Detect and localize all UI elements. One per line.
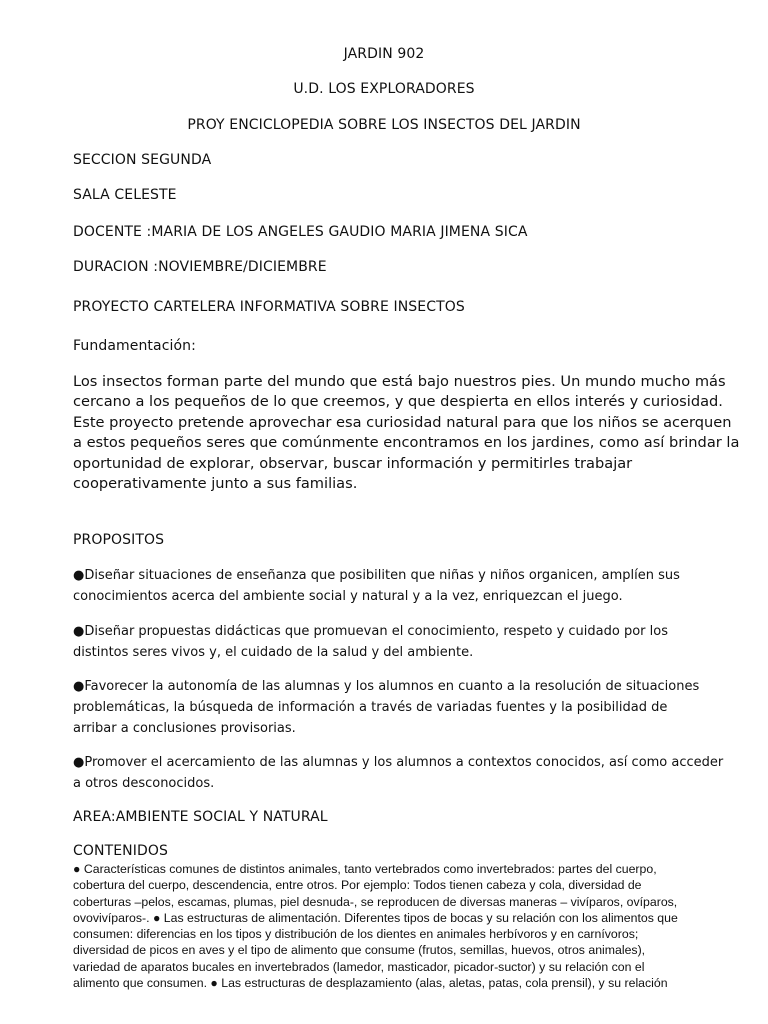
contenidos-heading: CONTENIDOS (73, 843, 168, 859)
sala-line: SALA CELESTE (73, 187, 177, 203)
bullet-line: ●Favorecer la autonomía de las alumnas y los alumnos en cuanto a la resolución de situaciones (73, 679, 700, 694)
area-heading: AREA:AMBIENTE SOCIAL Y NATURAL (73, 809, 328, 825)
contenidos-line: alimento que consumen. ● Las estructuras de desplazamiento (alas, aletas, patas, cola prensil), y su relación (73, 976, 668, 991)
contenidos-line: consumen: diferencias en los tipos y distribución de los dientes en animales herbívoros y en carnívoros; (73, 927, 639, 942)
contenidos-line: variedad de aparatos bucales en invertebrados (lamedor, masticador, picador-suctor) y su relación con el (73, 959, 645, 974)
unit-title: U.D. LOS EXPLORADORES (293, 81, 475, 97)
paragraph-line: cooperativamente junto a sus familias. (73, 475, 358, 493)
paragraph-line: cercano a los pequeños de lo que creemos, y que despierta en ellos interés y curiosidad. (73, 393, 723, 411)
proposito-item (73, 621, 733, 663)
proposito-item (73, 752, 733, 794)
contenidos-paragraph (73, 861, 713, 991)
proposito-item (73, 565, 733, 607)
duracion-line: DURACION :NOVIEMBRE/DICIEMBRE (73, 259, 327, 275)
paragraph-line: Los insectos forman parte del mundo que está bajo nuestros pies. Un mundo mucho más (73, 373, 726, 390)
docente-line: DOCENTE :MARIA DE LOS ANGELES GAUDIO MARIA JIMENA SICA (73, 224, 528, 240)
bullet-line: a otros desconocidos. (73, 776, 215, 791)
bullet-line: conocimientos acerca del ambiente social y natural y a la vez, enriquezcan el juego. (73, 589, 623, 604)
school-name: JARDIN 902 (343, 46, 425, 62)
bullet-line: ●Diseñar situaciones de enseñanza que posibiliten que niñas y niños organicen, amplíen sus (73, 568, 680, 583)
paragraph-line: a estos pequeños seres que comúnmente encontramos en los jardines, como así brindar la (73, 434, 740, 452)
contenidos-line: diversidad de picos en aves y el tipo de alimento que consume (frutos, semillas, huevos, otros animales), (73, 943, 646, 958)
seccion-line: SECCION SEGUNDA (73, 152, 212, 168)
contenidos-line: ovovivíparos-. ● Las estructuras de alimentación. Diferentes tipos de bocas y su relación con los alimentos que (73, 910, 678, 925)
bullet-line: ●Promover el acercamiento de las alumnas y los alumnos a contextos conocidos, así como acceder (73, 755, 724, 770)
fundamentacion-heading: Fundamentación: (73, 338, 196, 354)
fundamentacion-paragraph (73, 372, 740, 494)
bullet-line: arribar a conclusiones provisorias. (73, 721, 296, 736)
bullet-line: distintos seres vivos y, el cuidado de la salud y del ambiente. (73, 645, 474, 660)
paragraph-line: Este proyecto pretende aprovechar esa curiosidad natural para que los niños se acerquen (73, 413, 732, 431)
proyecto-line: PROYECTO CARTELERA INFORMATIVA SOBRE INSECTOS (73, 299, 465, 315)
paragraph-line: oportunidad de explorar, observar, buscar información y permitirles trabajar (73, 454, 633, 472)
contenidos-line: cobertura del cuerpo, descendencia, entre otros. Por ejemplo: Todos tienen cabeza y cola, diversidad de (73, 878, 642, 893)
proposito-item (73, 676, 733, 739)
project-title: PROY ENCICLOPEDIA SOBRE LOS INSECTOS DEL JARDIN (187, 117, 581, 133)
bullet-line: problemáticas, la búsqueda de información a través de variadas fuentes y la posibilidad de (73, 700, 668, 715)
bullet-line: ●Diseñar propuestas didácticas que promuevan el conocimiento, respeto y cuidado por los (73, 624, 668, 639)
contenidos-line: coberturas –pelos, escamas, plumas, piel desnuda-, se reproducen de diversas maneras – vivíparos, ovíparos, (73, 894, 678, 909)
contenidos-line: ● Características comunes de distintos animales, tanto vertebrados como invertebrados: partes del cuerpo, (73, 862, 657, 876)
propositos-heading: PROPOSITOS (73, 532, 165, 548)
